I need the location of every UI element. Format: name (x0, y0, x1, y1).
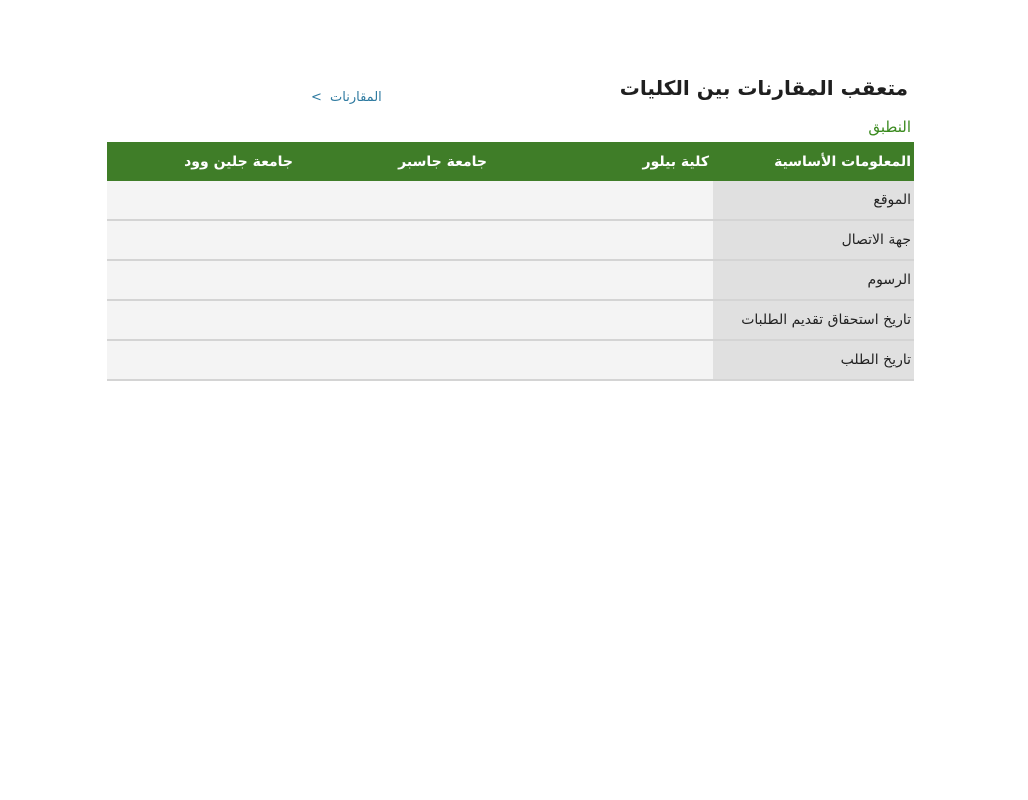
comparison-table (107, 142, 914, 381)
column-header-jasper-university: جامعة جاسبر (307, 142, 510, 181)
row-label-contact: جهة الاتصال (713, 220, 914, 260)
table-cell[interactable] (107, 220, 307, 260)
table-cell[interactable] (510, 300, 713, 340)
table-row (107, 260, 914, 300)
section-subtitle: النطبق (868, 118, 911, 136)
comparisons-nav-link[interactable] (311, 90, 382, 105)
title-row (107, 76, 914, 112)
table-cell[interactable] (307, 340, 510, 380)
row-label-application-date: تاريخ الطلب (713, 340, 914, 380)
table-cell[interactable] (510, 340, 713, 380)
table-cell[interactable] (307, 260, 510, 300)
row-label-fees: الرسوم (713, 260, 914, 300)
table-row (107, 340, 914, 380)
column-header-glenwood-university: جامعة جلين وود (107, 142, 307, 181)
column-header-basic-info: المعلومات الأساسية (713, 142, 914, 181)
table-row (107, 300, 914, 340)
table-cell[interactable] (107, 181, 307, 220)
comparisons-link-label: المقارنات (330, 90, 382, 105)
table-cell[interactable] (307, 181, 510, 220)
table-cell[interactable] (307, 220, 510, 260)
table-cell[interactable] (107, 260, 307, 300)
table-cell[interactable] (510, 181, 713, 220)
table-cell[interactable] (107, 340, 307, 380)
table-cell[interactable] (510, 220, 713, 260)
table-row (107, 181, 914, 220)
row-label-location: الموقع (713, 181, 914, 220)
table-row (107, 220, 914, 260)
column-header-baylor-college: كلية بيلور (510, 142, 713, 181)
table-header-row (107, 142, 914, 181)
chevron-right-icon: > (311, 90, 322, 105)
row-label-application-deadline: تاريخ استحقاق تقديم الطلبات (713, 300, 914, 340)
page-title: متعقب المقارنات بين الكليات (619, 76, 908, 100)
comparison-sheet (107, 76, 914, 381)
table-cell[interactable] (107, 300, 307, 340)
table-cell[interactable] (307, 300, 510, 340)
table-cell[interactable] (510, 260, 713, 300)
